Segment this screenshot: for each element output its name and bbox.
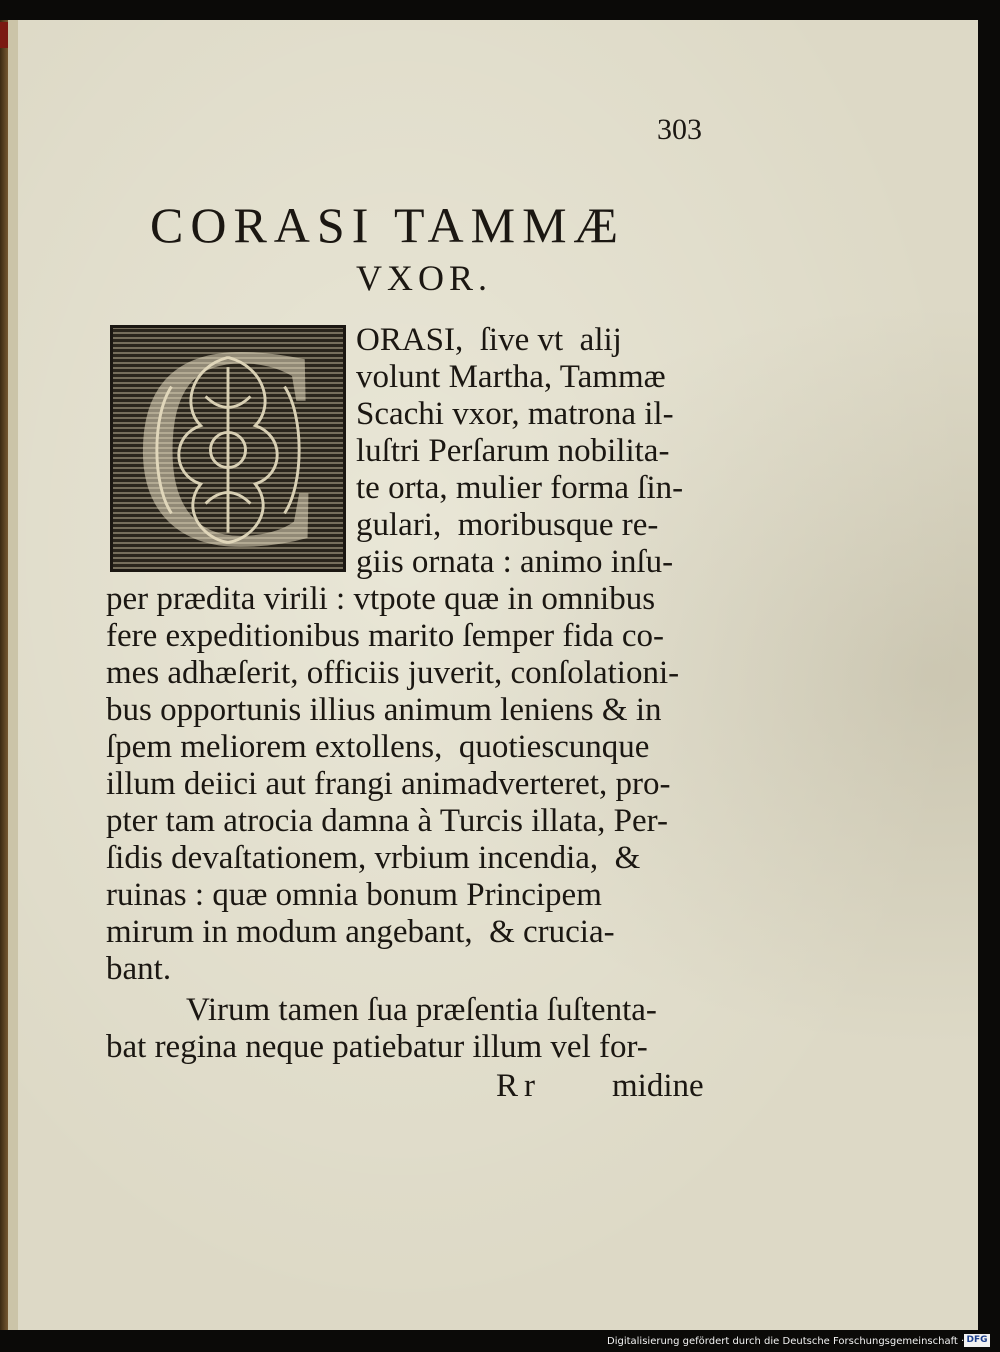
text-line: mirum in modum angebant, & crucia- bbox=[106, 914, 615, 950]
text-line: Scachi vxor, matrona il- bbox=[356, 396, 674, 432]
text-line: ſpem meliorem extollens, quotiescunque bbox=[106, 729, 650, 765]
chapter-title: CORASI TAMMÆ bbox=[150, 197, 625, 253]
chapter-subtitle: VXOR. bbox=[356, 258, 493, 298]
text-line: te orta, mulier forma ſin- bbox=[356, 470, 684, 506]
decorated-initial bbox=[110, 286, 346, 607]
digitization-credit: Digitalisierung gefördert durch die Deutsche Forschungsgemeinschaft · bbox=[607, 1336, 965, 1347]
text-line: volunt Martha, Tammæ bbox=[356, 359, 666, 395]
catchword: midine bbox=[612, 1068, 704, 1104]
signature-mark: Rr bbox=[496, 1068, 541, 1104]
text-line: giis ornata : animo inſu- bbox=[356, 544, 674, 580]
text-line: Virum tamen ſua præſentia ſuſtenta- bbox=[186, 992, 657, 1028]
initial-letter: C bbox=[131, 286, 325, 607]
text-line: bus opportunis illius animum leniens & in bbox=[106, 692, 662, 728]
text-line: ſidis devaſtationem, vrbium incendia, & bbox=[106, 840, 641, 876]
text-line: pter tam atrocia damna à Turcis illata, Per- bbox=[106, 803, 668, 839]
text-line: illum deiici aut frangi animadverteret, pro- bbox=[106, 766, 671, 802]
text-line: ruinas : quæ omnia bonum Principem bbox=[106, 877, 602, 913]
dfg-logo: DFG bbox=[964, 1334, 990, 1347]
text-line: bant. bbox=[106, 951, 172, 987]
text-line: gulari, moribusque re- bbox=[356, 507, 659, 543]
page-number: 303 bbox=[657, 113, 702, 146]
text-line: luſtri Perſarum nobilita- bbox=[356, 433, 670, 469]
text-line: bat regina neque patiebatur illum vel for- bbox=[106, 1029, 648, 1065]
text-line: mes adhæſerit, officiis juverit, conſolationi- bbox=[106, 655, 680, 691]
text-line: fere expeditionibus marito ſemper fida co- bbox=[106, 618, 665, 654]
text-line: per prædita virili : vtpote quæ in omnibus bbox=[106, 581, 656, 617]
text-line: ORASI, ſive vt alij bbox=[356, 322, 622, 358]
